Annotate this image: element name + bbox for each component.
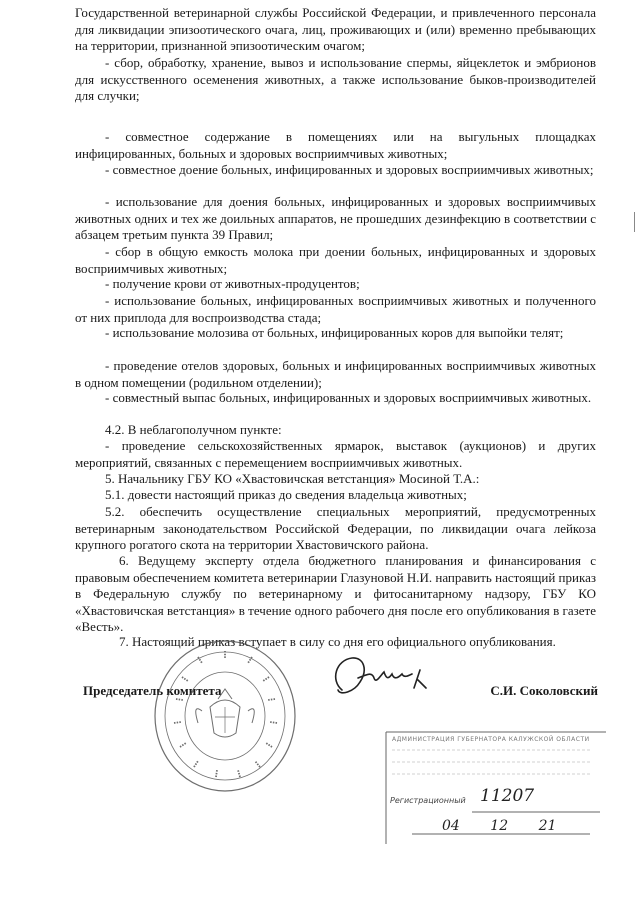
paragraph-text: - использование молозива от больных, инфицированных коров для выпойки телят; — [105, 325, 564, 340]
paragraph-text: - сбор в общую емкость молока при доении больных, инфицированных и здоровых восприимчивых животных; — [75, 244, 596, 276]
round-seal-icon — [152, 637, 298, 795]
signatory-name: С.И. Соколовский — [490, 683, 598, 698]
paragraph-item — [75, 487, 596, 504]
reg-month: 12 — [490, 818, 509, 834]
registration-label: Регистрационный — [390, 796, 466, 805]
paragraph-text: - использование больных, инфицированных восприимчивых животных и полученного от них приплода для воспроизводства стада; — [75, 293, 596, 325]
paragraph-text: - использование для доения больных, инфицированных и здоровых восприимчивых животных одних и тех же доильных аппаратов, не прошедших дезинфекцию в соответствии с абзацем третьим пункта 39 Правил; — [75, 194, 596, 242]
registration-date — [442, 818, 556, 834]
signatory-title: Председатель комитета — [83, 683, 222, 698]
paragraph-item — [75, 293, 596, 326]
paragraph-text: - получение крови от животных-продуцентов; — [105, 276, 360, 291]
handwritten-signature-icon — [328, 648, 438, 708]
paragraph-item — [75, 553, 596, 636]
paragraph-text: Государственной ветеринарной службы Российской Федерации, и привлеченного персонала для ликвидации эпизоотического очага, лиц, проживающих и (или) временно пребывающих на территории, признанной эпизоотическим очагом; — [75, 5, 596, 53]
paragraph-text: - совместное содержание в помещениях или на выгульных площадках инфицированных, больных и здоровых восприимчивых животных; — [75, 129, 596, 161]
reg-day: 04 — [442, 818, 460, 834]
paragraph-text: - совместное доение больных, инфицированных и здоровых восприимчивых животных; — [105, 162, 594, 177]
stamp-header: АДМИНИСТРАЦИЯ ГУБЕРНАТОРА КАЛУЖСКОЙ ОБЛАСТИ — [392, 736, 590, 743]
paragraph-text: 7. Настоящий приказ вступает в силу со дня его официального опубликования. — [119, 634, 556, 649]
paragraph-item — [75, 438, 596, 471]
paragraph-text: - совместный выпас больных, инфицированных и здоровых восприимчивых животных. — [105, 390, 592, 405]
paragraph-text: - проведение сельскохозяйственных ярмарок, выставок (аукционов) и других мероприятий, связанных с перемещением восприимчивых животных. — [75, 438, 596, 470]
paragraph-item — [75, 358, 596, 391]
paragraph-text: 5.1. довести настоящий приказ до сведения владельца животных; — [105, 487, 467, 502]
paragraph-item — [75, 504, 596, 554]
paragraph-text: 5. Начальнику ГБУ КО «Хвастовичская ветстанция» Мосиной Т.А.: — [105, 471, 480, 486]
paragraph-item — [75, 325, 596, 342]
paragraph-text: - сбор, обработку, хранение, вывоз и использование спермы, яйцеклеток и эмбрионов для искусственного осеменения животных, а также использование быков-производителей для случки; — [75, 55, 596, 103]
paragraph-item — [75, 194, 596, 244]
paragraph-item — [75, 129, 596, 162]
paragraph-item — [75, 276, 596, 293]
paragraph-item — [75, 162, 596, 179]
paragraph-continuation — [75, 5, 596, 55]
registration-number: 11207 — [480, 786, 535, 806]
paragraph-text: 6. Ведущему эксперту отдела бюджетного планирования и финансирования с правовым обеспечением комитета ветеринарии Глазуновой Н.И. направить настоящий приказ в Федеральную службу по ветеринарному и фитосанитарному надзору, ГБУ КО «Хвастовичская ветстанция» в течение одного рабочего дня после его опубликования в газете «Весть». — [75, 553, 596, 634]
reg-year: 21 — [538, 818, 557, 834]
paragraph-item — [75, 471, 596, 488]
scan-mark — [634, 212, 635, 232]
paragraph-text: 5.2. обеспечить осуществление специальных мероприятий, предусмотренных ветеринарным законодательством Российской Федерации, по ликвидации очага лейкоза крупного рогатого скота на территории Хвастовичского района. — [75, 504, 596, 552]
paragraph-item — [75, 390, 596, 407]
registration-stamp — [382, 728, 610, 848]
section-heading — [75, 422, 596, 439]
paragraph-text: 4.2. В неблагополучном пункте: — [105, 422, 282, 437]
paragraph-item — [75, 55, 596, 105]
paragraph-item — [75, 244, 596, 277]
paragraph-text: - проведение отелов здоровых, больных и инфицированных восприимчивых животных в одном помещении (родильном отделении); — [75, 358, 596, 390]
